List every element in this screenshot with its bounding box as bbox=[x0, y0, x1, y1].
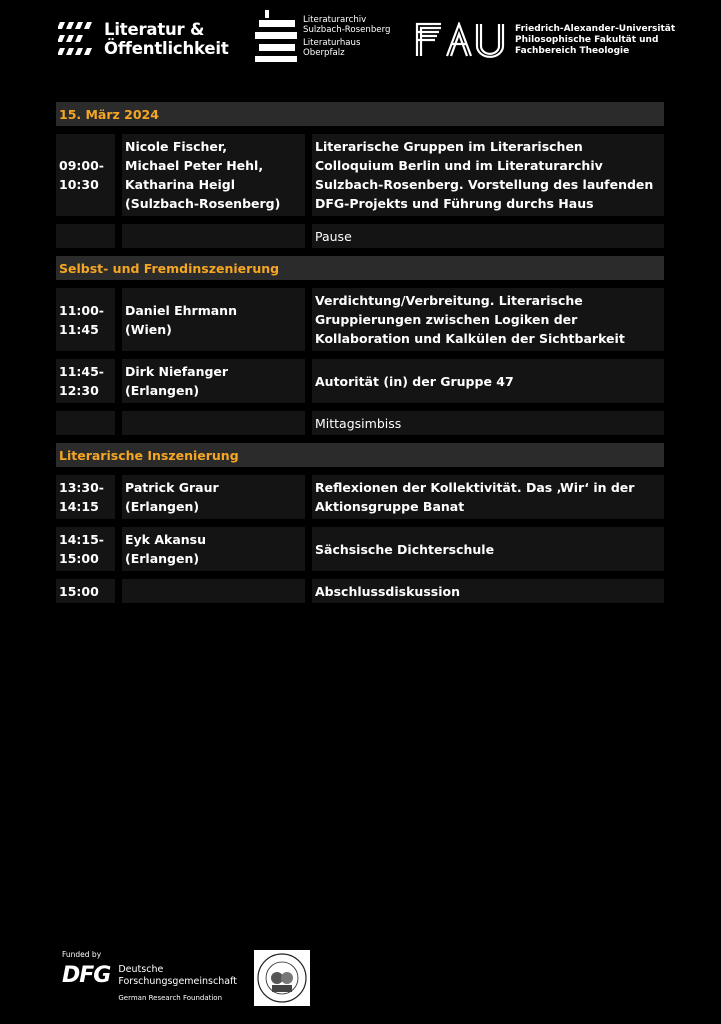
program-row bbox=[56, 527, 664, 571]
logo3-line3: Fachbereich Theologie bbox=[515, 45, 630, 56]
title-cell: Verdichtung/Verbreitung. Literarische Gruppierungen zwischen Logiken der Kollaboration und Kalkülen der Sichtbarkeit bbox=[312, 288, 664, 351]
program-table bbox=[56, 102, 664, 611]
pause-cell: Pause bbox=[312, 224, 664, 248]
speaker-cell: Daniel Ehrmann (Wien) bbox=[122, 288, 305, 351]
empty-cell bbox=[56, 411, 115, 435]
dfg-logo bbox=[62, 964, 237, 1004]
time-cell: 15:00 bbox=[56, 579, 115, 603]
hatch-logo-icon bbox=[58, 20, 96, 58]
program-row bbox=[56, 359, 664, 403]
speaker-cell: Eyk Akansu (Erlangen) bbox=[122, 527, 305, 571]
program-row bbox=[56, 288, 664, 351]
speaker-cell bbox=[122, 579, 305, 603]
time-cell: 13:30- 14:15 bbox=[56, 475, 115, 519]
program-row bbox=[56, 475, 664, 519]
date-header: 15. März 2024 bbox=[56, 102, 664, 126]
time-cell: 14:15- 15:00 bbox=[56, 527, 115, 571]
fau-logo bbox=[415, 22, 675, 58]
fau-mark-text: FAU bbox=[415, 22, 417, 23]
speaker-cell: Nicole Fischer, Michael Peter Hehl, Katharina Heigl (Sulzbach-Rosenberg) bbox=[122, 134, 305, 216]
break-row bbox=[56, 224, 664, 248]
empty-cell bbox=[122, 411, 305, 435]
logo1-line1: Literatur & bbox=[104, 20, 205, 39]
footer bbox=[56, 950, 268, 1002]
title-cell: Sächsische Dichterschule bbox=[312, 527, 664, 571]
seal-text: Dr. Alfred-Vinzl-Stiftung bbox=[256, 952, 268, 953]
time-cell: 11:45- 12:30 bbox=[56, 359, 115, 403]
speaker-cell: Dirk Niefanger (Erlangen) bbox=[122, 359, 305, 403]
literaturarchiv-logo bbox=[255, 10, 390, 62]
title-cell: Reflexionen der Kollektivität. Das ‚Wir‘ in der Aktionsgruppe Banat bbox=[312, 475, 664, 519]
fau-mark-icon bbox=[415, 22, 507, 58]
archive-stripes-icon bbox=[255, 10, 297, 62]
time-cell: 11:00- 11:45 bbox=[56, 288, 115, 351]
funded-by-label: Funded by bbox=[62, 950, 102, 959]
time-cell: 09:00- 10:30 bbox=[56, 134, 115, 216]
logo2-line4: Oberpfalz bbox=[303, 47, 345, 58]
title-cell: Literarische Gruppen im Literarischen Colloquium Berlin und im Literaturarchiv Sulzbach-Rosenberg. Vorstellung des laufenden DFG-Projekts und Führung durchs Haus bbox=[312, 134, 664, 216]
logo3-line2: Philosophische Fakultät und bbox=[515, 34, 659, 45]
logo3-line1: Friedrich-Alexander-Universität bbox=[515, 23, 676, 34]
speaker-cell: Patrick Graur (Erlangen) bbox=[122, 475, 305, 519]
break-row bbox=[56, 411, 664, 435]
section-header-selbst: Selbst- und Fremdinszenierung bbox=[56, 256, 664, 280]
header bbox=[0, 0, 721, 80]
lunch-cell: Mittagsimbiss bbox=[312, 411, 664, 435]
logo2-line1: Literaturarchiv bbox=[303, 14, 367, 25]
program-row bbox=[56, 579, 664, 603]
literatur-oeffentlichkeit-logo bbox=[58, 20, 229, 58]
logo2-line3: Literaturhaus bbox=[303, 37, 361, 48]
empty-cell bbox=[56, 224, 115, 248]
title-cell: Autorität (in) der Gruppe 47 bbox=[312, 359, 664, 403]
seal-icon bbox=[256, 952, 308, 1004]
logo1-line2: Öffentlichkeit bbox=[104, 39, 229, 58]
empty-cell bbox=[122, 224, 305, 248]
logo2-line2: Sulzbach-Rosenberg bbox=[303, 24, 391, 35]
title-cell: Abschlussdiskussion bbox=[312, 579, 664, 603]
program-row bbox=[56, 134, 664, 216]
section-header-literarische: Literarische Inszenierung bbox=[56, 443, 664, 467]
dfg-mark: DFG bbox=[62, 963, 111, 988]
dfg-line1: Deutsche bbox=[118, 964, 164, 975]
dfg-line3: German Research Foundation bbox=[118, 994, 223, 1002]
foundation-seal bbox=[254, 950, 310, 1006]
dfg-line2: Forschungsgemeinschaft bbox=[118, 976, 237, 987]
